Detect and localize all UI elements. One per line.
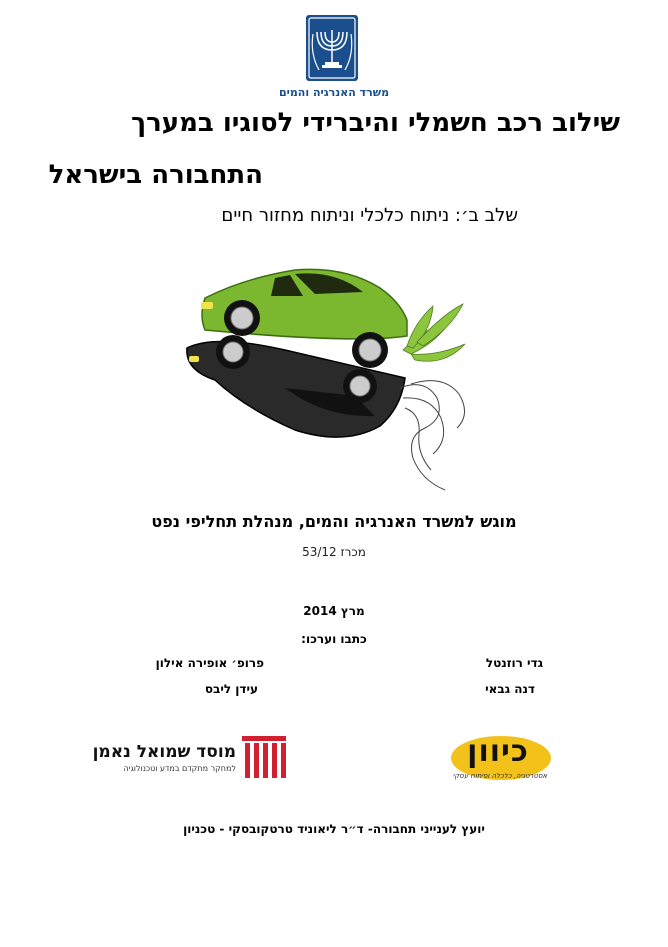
author-ofira-ayalon: פרופ׳ אופירה אילון	[155, 656, 264, 670]
tender-number: מכרז 53/12	[302, 545, 366, 559]
kivun-logo-name: כיוון	[467, 734, 529, 769]
cars-illustration	[175, 258, 475, 498]
page-title-line-1: שילוב רכב חשמלי והיברידי לסוגיו במערך	[131, 108, 620, 138]
transport-advisor: יועץ לענייני תחבורה- ד״ר ליאוניד טרטקובסקי - טכניון	[183, 822, 485, 836]
written-by-label: כתבו וערכו:	[301, 632, 367, 646]
smoke-swirl-icon	[400, 381, 465, 490]
plant-leaves-icon	[403, 304, 465, 361]
presented-to: מוגש למשרד האנרגיה והמים, מנהלת תחליפי נפט	[151, 512, 517, 531]
page-title-line-2: התחבורה בישראל	[48, 160, 263, 190]
subtitle: שלב ב׳: ניתוח כלכלי וניתוח מחזור חיים	[221, 205, 518, 226]
neaman-columns-icon	[240, 734, 288, 780]
author-dana-gabai: דנה גבאי	[485, 682, 535, 696]
kivun-logo-tagline: אסטרטגיה, כלכלה ופיתוח עסקי	[452, 772, 548, 780]
neaman-logo-name: מוסד שמואל נאמן	[92, 742, 236, 762]
ministry-name: משרד האנרגיה והמים	[278, 86, 390, 99]
neaman-logo-tagline: למחקר מתקדם במדע וטכנולוגיה	[123, 764, 236, 773]
state-emblem-icon	[305, 14, 359, 82]
publication-date: מרץ 2014	[303, 604, 365, 618]
author-idan-libes: עידן ליבס	[204, 682, 258, 696]
author-gadi-rosenthal: גדי רוזנטל	[485, 656, 543, 670]
